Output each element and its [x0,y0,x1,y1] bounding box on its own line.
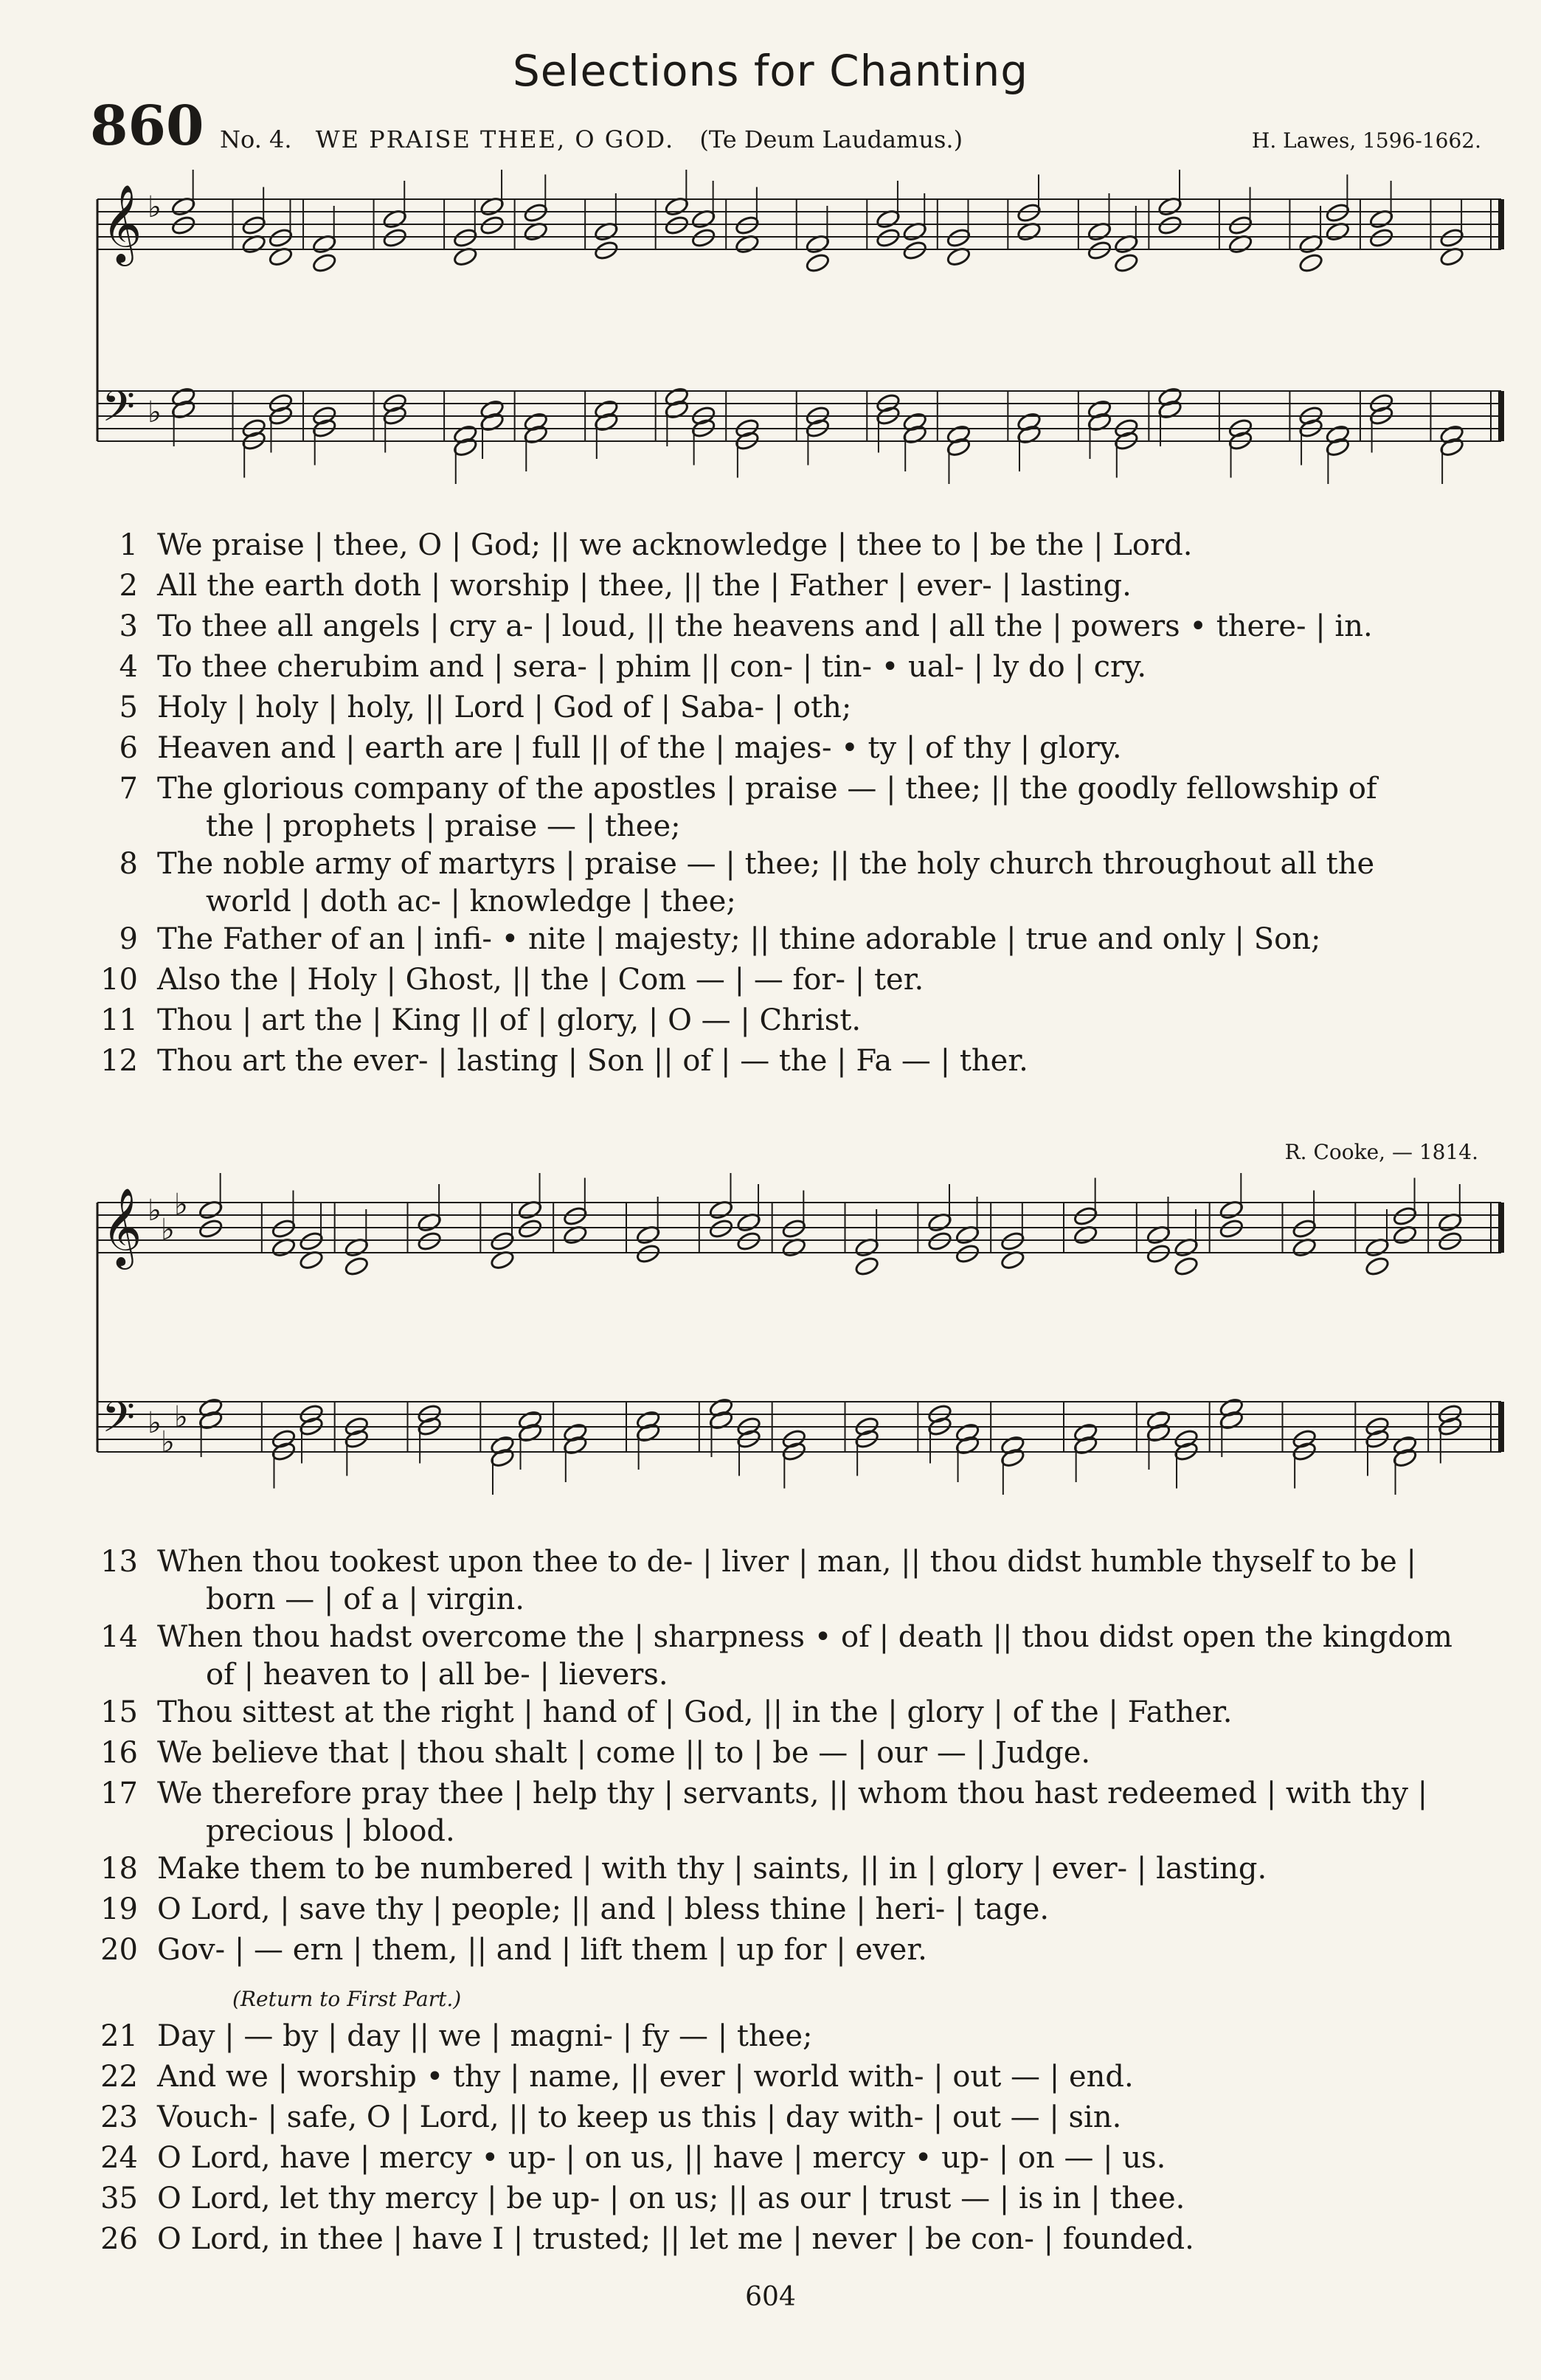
verse-number: 13 [100,1545,138,1579]
verse-number: 26 [100,2222,138,2256]
verse-line [100,647,1501,688]
verse-line [100,1733,1501,1774]
verse-text-line: We therefore pray thee | help thy | servants, || whom thou hast redeemed | with thy | [157,1777,1428,1810]
verse-number: 17 [100,1777,138,1810]
verse-number: 35 [100,2182,138,2215]
verse-number: 12 [100,1044,138,1078]
verse-line [100,2057,1501,2097]
verse-text-line: All the earth doth | worship | thee, || the | Father | ever- | lasting. [157,569,1132,603]
verse-text [157,844,1501,919]
chant-number: No. 4. [220,125,292,153]
flat-sign-icon: ♭ [161,1425,175,1459]
verse-text [157,960,1501,1000]
verse-text [157,919,1501,960]
verse-text-line: O Lord, have | mercy • up- | on us, || have | mercy • up- | on — | us. [157,2141,1166,2175]
verse-text [157,647,1501,688]
flat-sign-icon: ♭ [161,1213,175,1247]
verse-number: 9 [119,922,138,956]
verse-text-line: The noble army of martyrs | praise — | thee; || the holy church throughout all the [157,847,1375,881]
verse-line [100,2016,1501,2057]
verse-text-line: O Lord, in thee | have I | trusted; || let me | never | be con- | founded. [157,2222,1194,2256]
note-head [1146,1243,1171,1265]
verse-line [100,1692,1501,1733]
verse-line [100,566,1501,606]
chant-header [220,125,1481,153]
note-head [690,227,716,249]
verse-text-line: When thou tookest upon thee to de- | liver | man, || thou didst humble thyself to be | [157,1545,1417,1579]
page-number: 604 [745,2282,796,2312]
verse-number: 3 [119,609,138,643]
verse-number: 14 [100,1620,138,1654]
verse-text-line: Holy | holy | holy, || Lord | God of | Saba- | oth; [157,691,852,724]
verse-number: 7 [119,772,138,806]
verse-line [100,1000,1501,1041]
verse-text-line: Also the | Holy | Ghost, || the | Com — | — for- | ter. [157,963,924,997]
verse-text [157,1000,1501,1041]
verse-line [100,1849,1501,1889]
music-score-second [0,1173,1541,1527]
treble-clef-icon: 𝄞 [102,1187,142,1266]
verse-text-continuation: born — | of a | virgin. [206,1582,524,1616]
flat-sign-icon: ♭ [148,395,162,429]
chant-title: WE PRAISE THEE, O GOD. [315,125,675,153]
verse-number: 4 [119,650,138,684]
verse-text [157,2016,1501,2057]
verse-number: 6 [119,731,138,765]
verse-text-line: The glorious company of the apostles | praise — | thee; || the goodly fellowship of [157,772,1377,806]
verse-line [100,919,1501,960]
verse-text-line: Gov- | — ern | them, || and | lift them | up for | ever. [157,1933,927,1967]
note-head [1298,252,1324,274]
flat-sign-icon: ♭ [148,1194,162,1228]
section-title: Selections for Chanting [512,46,1029,96]
composer-second: R. Cooke, — 1814. [1284,1140,1478,1164]
verse-text-line: Make them to be numbered | with thy | saints, || in | glory | ever- | lasting. [157,1852,1267,1886]
verse-number: 23 [100,2100,138,2134]
note-head [517,1218,543,1239]
verse-text-line: We believe that | thou shalt | come || to | be — | our — | Judge. [157,1736,1091,1770]
verse-text-line: When thou hadst overcome the | sharpness • of | death || thou didst open the kingdom [157,1620,1452,1654]
verse-line [100,960,1501,1000]
verse-text [157,2138,1501,2179]
flat-sign-icon: ♭ [148,1406,162,1440]
verse-text-line: And we | worship • thy | name, || ever | world with- | out — | end. [157,2060,1134,2094]
verse-text [157,1617,1501,1692]
verse-text [157,566,1501,606]
verse-text-line: The Father of an | infi- • nite | majesty; || thine adorable | true and only | Son; [157,922,1321,956]
verse-text [157,728,1501,769]
verse-number: 22 [100,2060,138,2094]
note-head [1219,1218,1244,1239]
note-head [876,227,901,249]
verse-line [100,688,1501,728]
note-head [1437,1231,1463,1252]
note-head [1113,252,1139,274]
note-head [1157,215,1183,236]
verses-third-part [100,2016,1501,2260]
verse-number: 24 [100,2141,138,2175]
verse-text-line: We praise | thee, O | God; || we acknowledge | thee to | be the | Lord. [157,528,1193,562]
verse-line [100,1889,1501,1930]
verse-text-line: Heaven and | earth are | full || of the | majes- • ty | of thy | glory. [157,731,1122,765]
verse-text-line: To thee cherubim and | sera- | phim || con- | tin- • ual- | ly do | cry. [157,650,1147,684]
flat-sign-icon: ♭ [174,1400,188,1434]
verse-text [157,2179,1501,2219]
note-head [902,240,928,261]
flat-sign-icon: ♭ [148,190,162,224]
bass-clef-icon: 𝄢 [102,381,136,442]
note-head [382,227,408,249]
note-head [708,1218,734,1239]
verse-number: 5 [119,691,138,724]
verse-number: 16 [100,1736,138,1770]
music-score-first [0,170,1541,509]
verses-first-part [100,525,1501,1082]
note-head [955,1243,980,1265]
note-head [344,1256,370,1277]
verse-text [157,606,1501,647]
verse-number: 2 [119,569,138,603]
verse-text [157,769,1501,844]
verses-second-part [100,1542,1501,1971]
note-head [664,215,690,236]
verse-text-continuation: world | doth ac- | knowledge | thee; [206,885,736,919]
verse-line [100,606,1501,647]
verse-text [157,1774,1501,1849]
verse-number: 1 [119,528,138,562]
verse-number: 8 [119,847,138,881]
note-head [198,1218,224,1239]
verse-text [157,2057,1501,2097]
note-head [311,252,337,274]
verse-line [100,1774,1501,1849]
return-note: (Return to First Part.) [232,1987,462,2011]
verse-number: 21 [100,2019,138,2053]
flat-sign-icon: ♭ [174,1188,188,1222]
note-head [417,1231,443,1252]
verse-text-line: Thou | art the | King || of | glory, | O — | Christ. [157,1003,862,1037]
verse-line [100,2179,1501,2219]
verse-line [100,1930,1501,1971]
note-head [593,240,619,261]
verse-text-line: Vouch- | safe, O | Lord, || to keep us this | day with- | out — | sin. [157,2100,1122,2134]
note-head [1174,1256,1199,1277]
verse-text [157,1542,1501,1617]
note-head [635,1243,661,1265]
verse-text [157,1849,1501,1889]
verse-text [157,2097,1501,2138]
note-head [479,215,505,236]
verse-text-line: Day | — by | day || we | magni- | fy — | thee; [157,2019,813,2053]
chant-subtitle: (Te Deum Laudamus.) [699,125,963,153]
verse-text-line: To thee all angels | cry a- | loud, || the heavens and | all the | powers • there- | in. [157,609,1373,643]
verse-line [100,2097,1501,2138]
verse-number: 19 [100,1892,138,1926]
verse-number: 20 [100,1933,138,1967]
note-head [170,215,196,236]
verse-text [157,1692,1501,1733]
verse-text-continuation: of | heaven to | all be- | lievers. [206,1658,668,1692]
verse-number: 15 [100,1695,138,1729]
composer-first: H. Lawes, 1596-1662. [1251,128,1481,153]
verse-text-line: Thou art the ever- | lasting | Son || of | — the | Fa — | ther. [157,1044,1028,1078]
verse-line [100,1542,1501,1617]
verse-text [157,1041,1501,1082]
verse-line [100,769,1501,844]
verse-line [100,728,1501,769]
verse-text [157,1733,1501,1774]
verse-text [157,1889,1501,1930]
verse-text [157,525,1501,566]
verse-number: 18 [100,1852,138,1886]
note-head [1365,1256,1391,1277]
verse-number: 11 [100,1003,138,1037]
verse-number: 10 [100,963,138,997]
note-head [805,252,831,274]
verse-line [100,2219,1501,2260]
hymn-number: 860 [90,94,204,158]
verse-text [157,688,1501,728]
verse-text [157,1930,1501,1971]
verse-line [100,525,1501,566]
note-head [736,1231,762,1252]
verse-text-line: O Lord, | save thy | people; || and | bless thine | heri- | tage. [157,1892,1050,1926]
verse-text-continuation: the | prophets | praise — | thee; [206,809,681,843]
verse-line [100,844,1501,919]
verse-line [100,1617,1501,1692]
verse-text [157,2219,1501,2260]
verse-line [100,1041,1501,1082]
bass-clef-icon: 𝄢 [102,1392,136,1453]
treble-clef-icon: 𝄞 [102,184,142,263]
verse-text-line: O Lord, let thy mercy | be up- | on us; || as our | trust — | is in | thee. [157,2182,1185,2215]
note-head [1087,240,1112,261]
verse-text-continuation: precious | blood. [206,1814,455,1848]
note-head [1368,227,1394,249]
verse-line [100,2138,1501,2179]
note-head [854,1256,880,1277]
note-head [927,1231,953,1252]
verse-text-line: Thou sittest at the right | hand of | God, || in the | glory | of the | Father. [157,1695,1233,1729]
